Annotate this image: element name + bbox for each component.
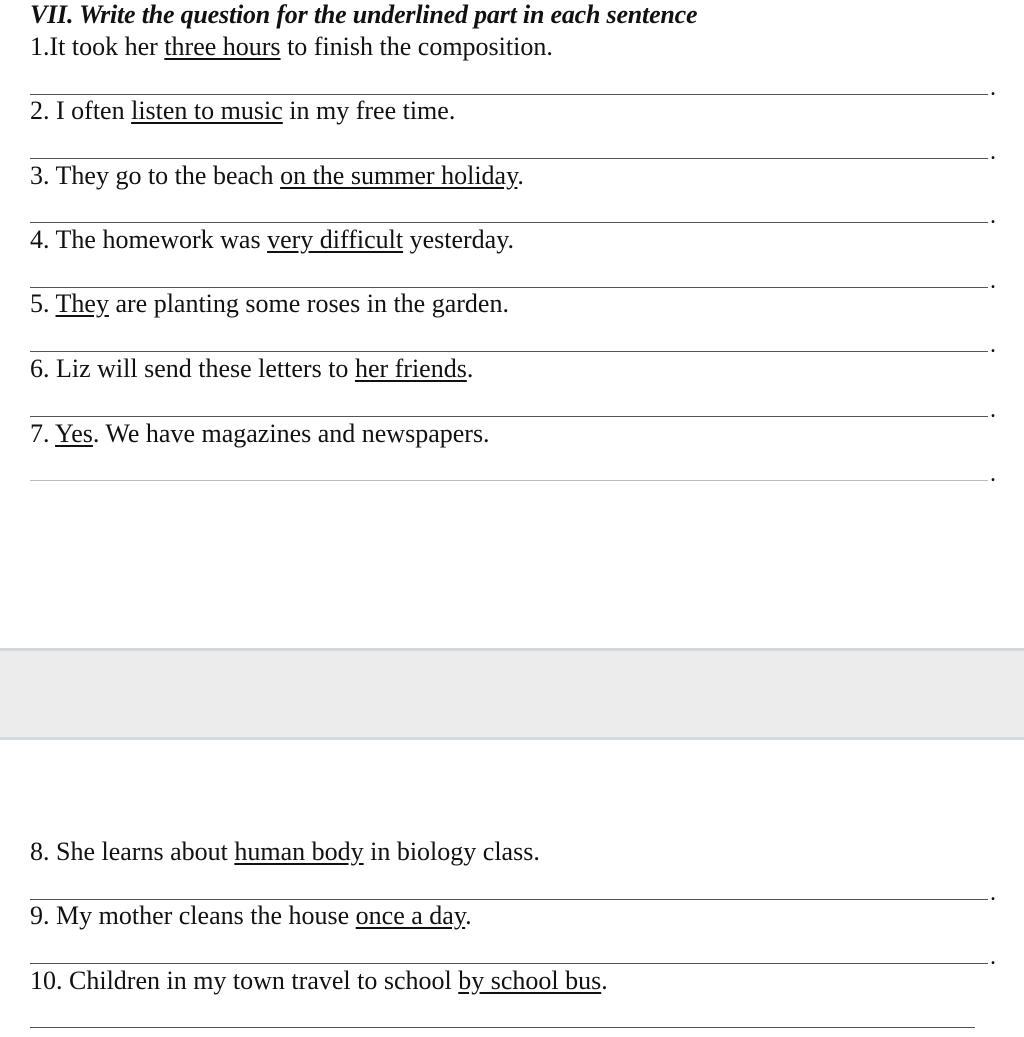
underlined-part: once a day (355, 901, 466, 930)
question-3: 3. They go to the beach on the summer holiday. (30, 161, 524, 190)
question-2: 2. I often listen to music in my free time. (30, 96, 456, 125)
answer-line-4[interactable] (30, 287, 988, 288)
worksheet-page-2 (0, 740, 1024, 1037)
question-9: 9. My mother cleans the house once a day. (30, 901, 472, 930)
underlined-part: by school bus (458, 966, 602, 995)
question-6: 6. Liz will send these letters to her friends. (30, 354, 474, 383)
line-end-period: . (990, 139, 996, 165)
line-end-period: . (990, 944, 996, 970)
answer-line-10[interactable] (30, 1027, 975, 1028)
underlined-part: on the summer holiday (280, 161, 518, 190)
question-7: 7. Yes. We have magazines and newspapers. (30, 419, 490, 448)
line-end-period: . (990, 880, 996, 906)
line-end-period: . (990, 332, 996, 358)
question-8: 8. She learns about human body in biology class. (30, 837, 540, 866)
question-5: 5. They are planting some roses in the garden. (30, 289, 509, 318)
answer-line-9[interactable] (30, 963, 988, 964)
answer-line-7[interactable] (30, 480, 988, 481)
underlined-part: human body (234, 837, 364, 866)
line-end-period: . (990, 75, 996, 101)
underlined-part: her friends (354, 354, 467, 383)
underlined-part: Yes (55, 419, 93, 448)
underlined-part: three hours (164, 32, 281, 61)
answer-line-1[interactable] (30, 94, 988, 95)
underlined-part: very difficult (267, 225, 404, 254)
underlined-part: They (55, 289, 109, 318)
answer-line-3[interactable] (30, 222, 988, 223)
page-break-gap (0, 648, 1024, 740)
question-10: 10. Children in my town travel to school by school bus. (30, 966, 608, 995)
underlined-part: listen to music (131, 96, 283, 125)
section-heading: VII. Write the question for the underlined part in each sentence (30, 0, 698, 29)
question-1: 1.It took her three hours to finish the composition. (30, 32, 553, 61)
line-end-period: . (990, 203, 996, 229)
answer-line-2[interactable] (30, 158, 988, 159)
answer-line-6[interactable] (30, 416, 988, 417)
line-end-period: . (990, 461, 996, 487)
question-4: 4. The homework was very difficult yesterday. (30, 225, 515, 254)
line-end-period: . (990, 268, 996, 294)
answer-line-5[interactable] (30, 351, 988, 352)
line-end-period: . (990, 397, 996, 423)
answer-line-8[interactable] (30, 899, 988, 900)
